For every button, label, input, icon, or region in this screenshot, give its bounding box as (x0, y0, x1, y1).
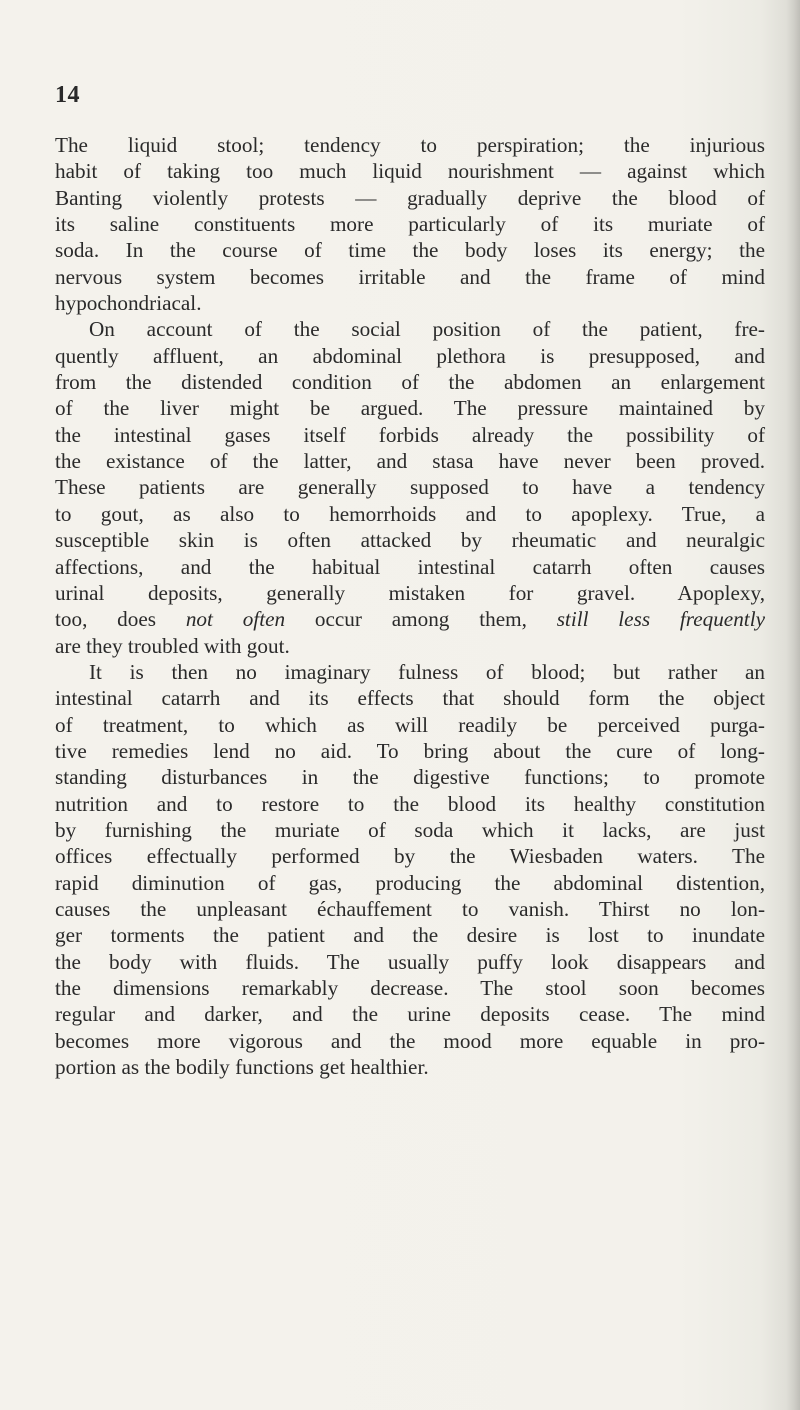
page-number: 14 (55, 82, 80, 108)
text-line: regular and darker, and the urine deposits cease. The mind (55, 1002, 765, 1027)
text-line: causes the unpleasant échauffement to vanish. Thirst no lon- (55, 896, 765, 921)
text-line: soda. In the course of time the body loses its energy; the (55, 238, 765, 263)
text-line: becomes more vigorous and the mood more equable in pro- (55, 1028, 765, 1053)
text-segment: occur among them, (285, 607, 557, 632)
text-line: On account of the social position of the patient, fre- (89, 317, 765, 342)
text-line: its saline constituents more particularly of its muriate of (55, 212, 765, 237)
text-line: from the distended condition of the abdomen an enlargement (55, 370, 765, 395)
text-line: rapid diminution of gas, producing the abdominal distention, (55, 870, 765, 895)
page-edge-shadow (786, 0, 800, 1410)
text-line: These patients are generally supposed to have a tendency (55, 475, 765, 500)
italic-emphasis: still less frequently (556, 607, 765, 632)
text-line: ger torments the patient and the desire is lost to inundate (55, 923, 765, 948)
text-line (55, 606, 765, 632)
text-segment: too, does (55, 607, 186, 632)
text-line: to gout, as also to hemorrhoids and to apoplexy. True, a (55, 501, 765, 526)
text-line: the dimensions remarkably decrease. The stool soon becomes (55, 976, 765, 1000)
text-line: affections, and the habitual intestinal catarrh often causes (55, 554, 765, 579)
text-line: urinal deposits, generally mistaken for gravel. Apoplexy, (55, 580, 765, 605)
text-line: of the liver might be argued. The pressure maintained by (55, 396, 765, 421)
text-line: The liquid stool; tendency to perspiration; the injurious (55, 133, 765, 157)
text-line: habit of taking too much liquid nourishment — against which (55, 159, 765, 184)
text-line: portion as the bodily functions get healthier. (55, 1055, 429, 1080)
italic-emphasis: not often (185, 607, 286, 632)
text-line: standing disturbances in the digestive functions; to promote (55, 765, 765, 790)
text-line: susceptible skin is often attacked by rheumatic and neuralgic (55, 528, 765, 553)
text-line: the body with fluids. The usually puffy look disappears and (55, 949, 765, 974)
text-line: nervous system becomes irritable and the frame of mind (55, 264, 765, 289)
text-line: nutrition and to restore to the blood its healthy constitution (55, 791, 765, 816)
text-line: by furnishing the muriate of soda which it lacks, are just (55, 817, 765, 842)
text-line: of treatment, to which as will readily be perceived purga- (55, 712, 765, 737)
text-line: are they troubled with gout. (55, 633, 290, 658)
text-line: the intestinal gases itself forbids already the possibility of (55, 422, 765, 447)
text-line: the existance of the latter, and stasa have never been proved. (55, 449, 765, 474)
text-line: Banting violently protests — gradually deprive the blood of (55, 185, 765, 210)
body-text (55, 132, 765, 1080)
text-line: tive remedies lend no aid. To bring about the cure of long- (55, 738, 765, 763)
text-line: offices effectually performed by the Wiesbaden waters. The (55, 844, 765, 869)
text-line: hypochondriacal. (55, 291, 202, 316)
text-line: intestinal catarrh and its effects that should form the object (55, 686, 765, 711)
text-line: It is then no imaginary fulness of blood; but rather an (89, 659, 765, 684)
text-line: quently affluent, an abdominal plethora is presupposed, and (55, 343, 765, 368)
